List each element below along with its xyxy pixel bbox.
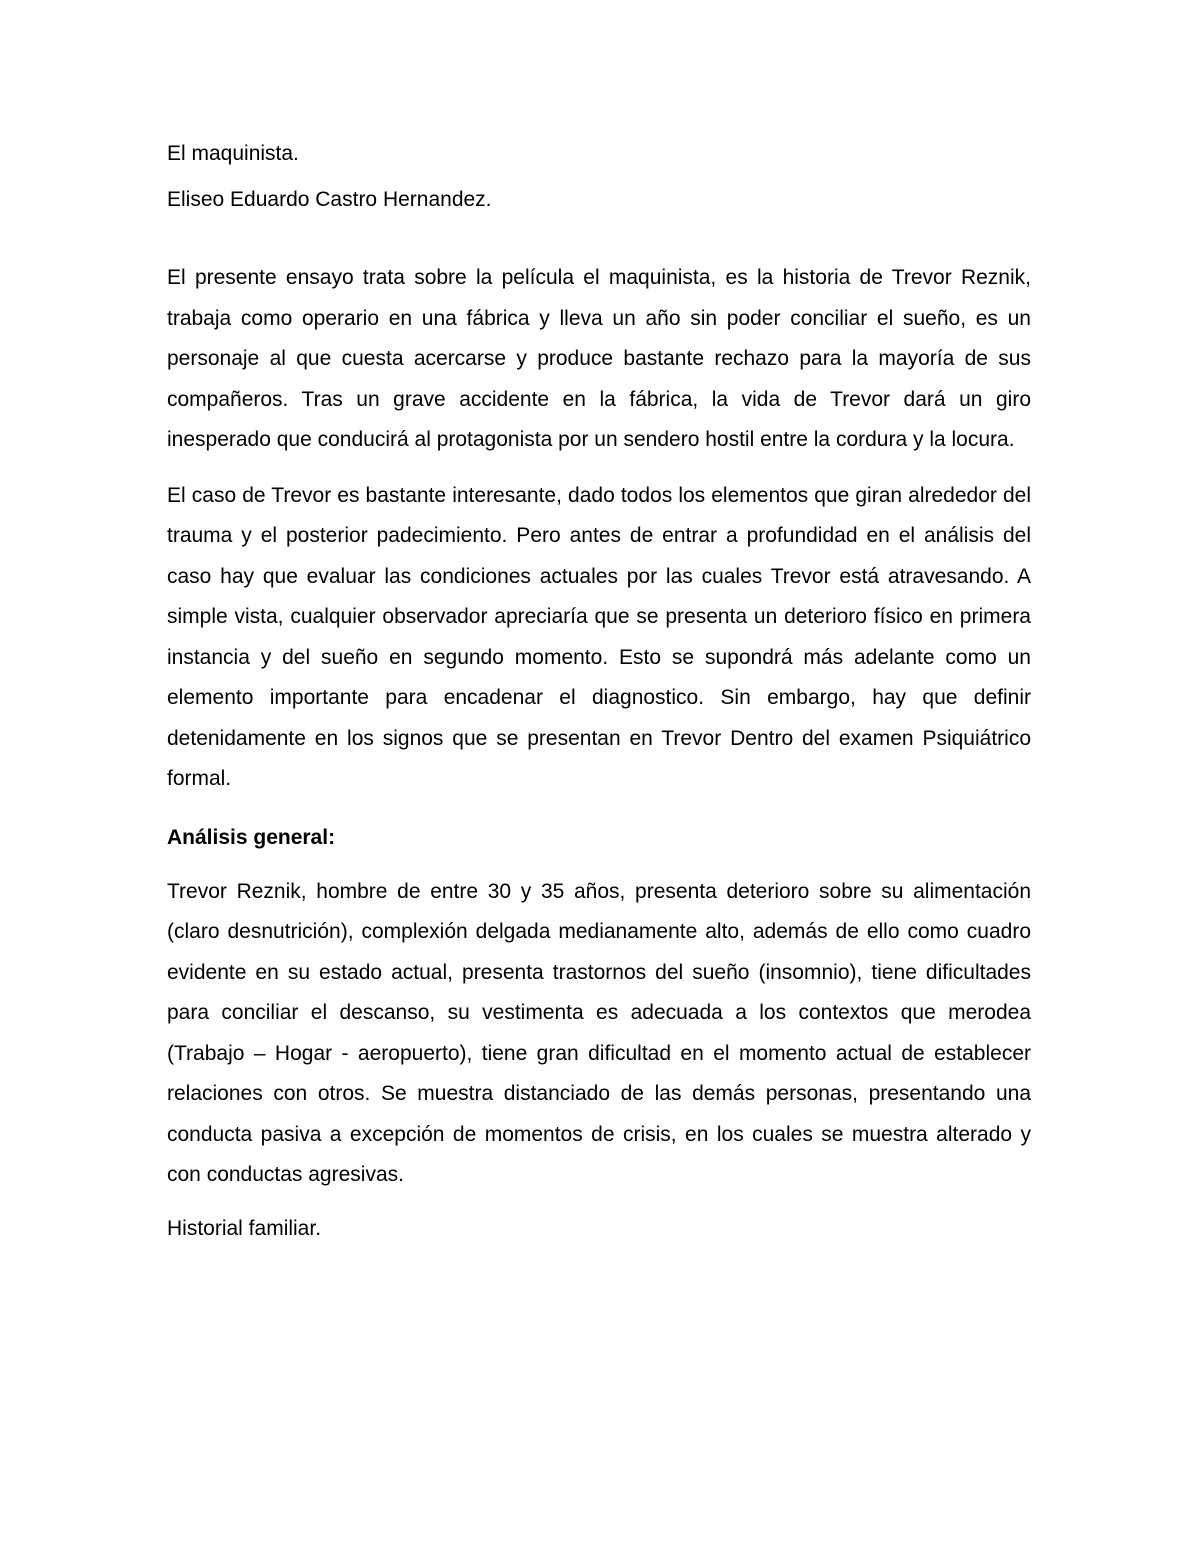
spacer	[167, 800, 1031, 822]
next-section-heading: Historial familiar.	[167, 1216, 322, 1240]
document-author: Eliseo Eduardo Castro Hernandez.	[167, 188, 492, 211]
spacer	[167, 461, 1031, 476]
section-heading: Análisis general:	[167, 825, 336, 849]
paragraph-analysis: Trevor Reznik, hombre de entre 30 y 35 años, presenta deterioro sobre su alimentación (claro desnutrición), complexión delgada medianamente alto, además de ello como cuadro evidente en su estado actual, presenta trastornos del sueño (insomnio), tiene dificultades para conciliar el descanso, su vestimenta es adecuada a los contextos que merodea (Trabajo – Hogar - aeropuerto), tiene gran dificultad en el momento actual de establecer relaciones con otros. Se muestra distanciado de las demás personas, presentando una conducta pasiva a excepción de momentos de crisis, en los cuales se muestra alterado y con conductas agresivas.	[167, 879, 1031, 1186]
spacer	[167, 854, 1031, 872]
paragraph-case: El caso de Trevor es bastante interesante, dado todos los elementos que giran alrededor del trauma y el posterior padecimiento. Pero antes de entrar a profundidad en el análisis del caso hay que evaluar las condiciones actuales por las cuales Trevor está atravesando. A simple vista, cualquier observador apreciaría que se presenta un deterioro físico en primera instancia y del sueño en segundo momento. Esto se supondrá más adelante como un elemento importante para encadenar el diagnostico. Sin embargo, hay que definir detenidamente en los signos que se presentan en Trevor Dentro del examen Psiquiátrico formal.	[167, 483, 1031, 790]
spacer	[167, 216, 1031, 258]
paragraph-intro: El presente ensayo trata sobre la película el maquinista, es la historia de Trevor Reznik, trabaja como operario en una fábrica y lleva un año sin poder conciliar el sueño, es un personaje al que cuesta acercarse y produce bastante rechazo para la mayoría de sus compañeros. Tras un grave accidente en la fábrica, la vida de Trevor dará un giro inesperado que conducirá al protagonista por un sendero hostil entre la cordura y la locura.	[167, 266, 1031, 451]
spacer	[167, 1196, 1031, 1213]
document-title: El maquinista.	[167, 142, 299, 165]
document-body	[167, 138, 1031, 1245]
